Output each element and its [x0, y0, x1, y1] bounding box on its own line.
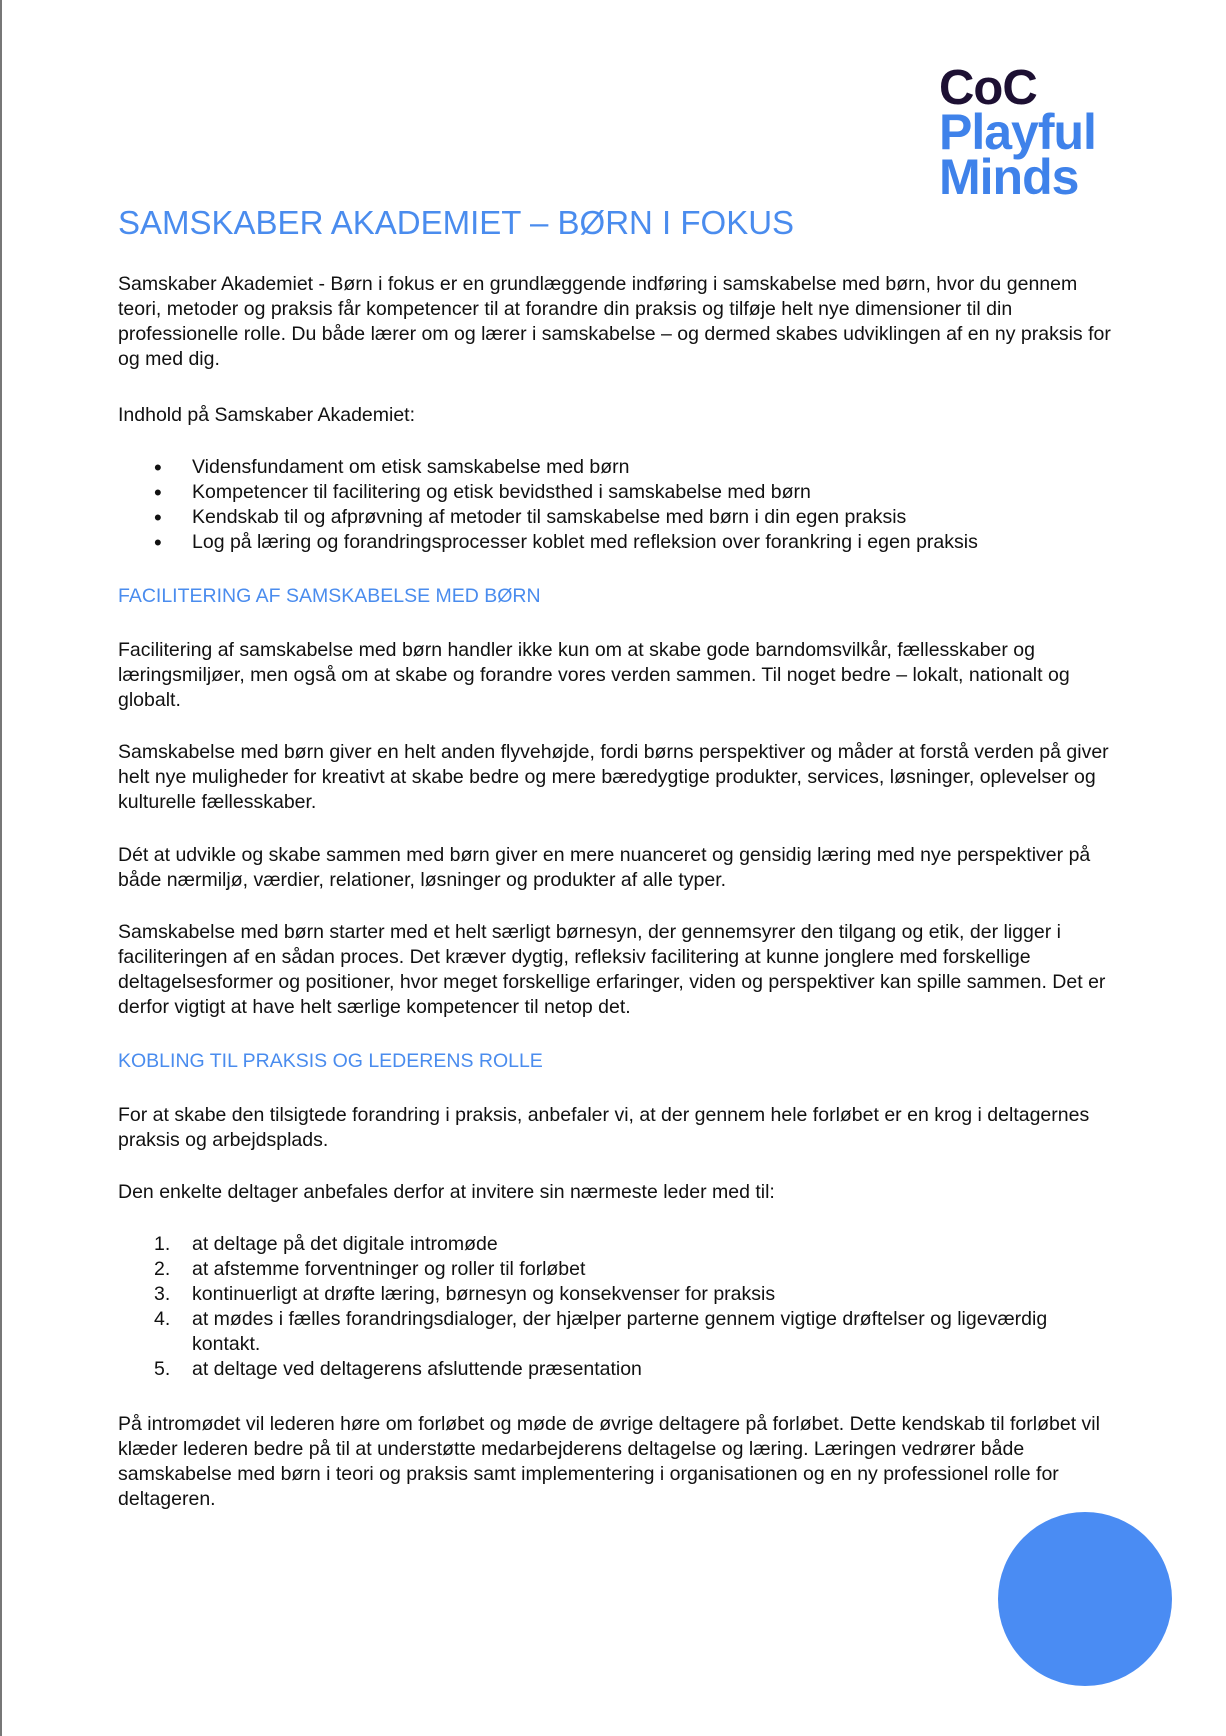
- paragraph-text: For at skabe den tilsigtede forandring i praksis, anbefaler vi, at der gennem hele forløbet er en krog i deltagernes praksis og arbejdsplads.: [118, 1104, 1090, 1151]
- decorative-blue-circle: [998, 1512, 1172, 1686]
- page-title: SAMSKABER AKADEMIET – BØRN I FOKUS: [118, 204, 795, 241]
- list-item-number: 3.: [154, 1283, 171, 1305]
- list-item: [118, 1357, 1118, 1382]
- intro-text: Samskaber Akademiet - Børn i fokus er en grundlæggende indføring i samskabelse med børn, hvor du gennem teori, metoder og praksis får kompetencer til at forandre din praksis og tilføje helt nye dimensioner til din professionelle rolle. Du både lærer om og lærer i samskabelse – og dermed skabes udviklingen af en ny praksis for og med dig.: [118, 273, 1111, 370]
- paragraph-text: På intromødet vil lederen høre om forløbet og møde de øvrige deltagere på forløbet. Dette kendskab til forløbet vil klæder lederen bedre på til at understøtte medarbejderens deltagelse og læring. Læringen vedrører både samskabelse med børn i teori og praksis samt implementering i organisationen og en ny professionel rolle for deltageren.: [118, 1413, 1100, 1510]
- list-item: [118, 1232, 1118, 1257]
- paragraph-text: Dét at udvikle og skabe sammen med børn giver en mere nuanceret og gensidig læring med nye perspektiver på både nærmiljø, værdier, relationer, løsninger og produkter af alle typer.: [118, 844, 1091, 891]
- paragraph-text: Samskabelse med børn starter med et helt særligt børnesyn, der gennemsyrer den tilgang og etik, der ligger i faciliteringen af en sådan proces. Det kræver dygtig, refleksiv facilitering at kunne jonglere med forskellige deltagelsesformer og positioner, hvor meget forskellige erfaringer, viden og perspektiver kan spille sammen. Det er derfor vigtigt at have helt særlige kompetencer til netop det.: [118, 921, 1106, 1018]
- paragraph-text: Samskabelse med børn giver en helt anden flyvehøjde, fordi børns perspektiver og måder at forstå verden på giver helt nye muligheder for kreativt at skabe bedre og mere bæredygtige produkter, services, løsninger, oplevelser og kulturelle fællesskaber.: [118, 741, 1109, 813]
- list-item: [118, 505, 1118, 530]
- list-item-number: 1.: [154, 1233, 171, 1255]
- section2-paragraph-3: [118, 1412, 1118, 1512]
- list-item: [118, 530, 1118, 555]
- list-item: [118, 1307, 1118, 1357]
- list-item-text: Kompetencer til facilitering og etisk bevidsthed i samskabelse med børn: [192, 481, 811, 503]
- list-item-text: Kendskab til og afprøvning af metoder til samskabelse med børn i din egen praksis: [192, 506, 907, 528]
- contents-heading: [118, 403, 1118, 428]
- section1-paragraph-4: [118, 920, 1118, 1020]
- section1-paragraph-2: [118, 740, 1118, 815]
- page-edge: [0, 0, 2, 1736]
- section-heading-kobling: KOBLING TIL PRAKSIS OG LEDERENS ROLLE: [118, 1050, 543, 1072]
- section2-paragraph-1: [118, 1103, 1118, 1153]
- list-item-text: at deltage på det digitale intromøde: [192, 1233, 498, 1255]
- intro-paragraph: [118, 272, 1118, 372]
- list-item-text: at mødes i fælles forandringsdialoger, der hjælper parterne gennem vigtige drøftelser og ligeværdig kontakt.: [192, 1308, 1048, 1355]
- list-item-text: kontinuerligt at drøfte læring, børnesyn og konsekvenser for praksis: [192, 1283, 776, 1305]
- list-item-text: Vidensfundament om etisk samskabelse med børn: [192, 456, 630, 478]
- logo-line-coc: CoC: [939, 61, 1037, 115]
- section1-paragraph-1: [118, 638, 1118, 713]
- list-item-text: at deltage ved deltagerens afsluttende præsentation: [192, 1358, 642, 1380]
- contents-heading-text: Indhold på Samskaber Akademiet:: [118, 404, 416, 426]
- paragraph-text: Den enkelte deltager anbefales derfor at invitere sin nærmeste leder med til:: [118, 1181, 775, 1203]
- section2-paragraph-2: [118, 1180, 1118, 1205]
- leader-steps-list: [118, 1232, 1118, 1382]
- list-item: [118, 1282, 1118, 1307]
- contents-list: [118, 455, 1118, 555]
- paragraph-text: Facilitering af samskabelse med børn handler ikke kun om at skabe gode barndomsvilkår, fællesskaber og læringsmiljøer, men også om at skabe og forandre vores verden sammen. Til noget bedre – lokalt, nationalt og globalt.: [118, 639, 1070, 711]
- section-heading-facilitering: FACILITERING AF SAMSKABELSE MED BØRN: [118, 585, 541, 607]
- section1-paragraph-3: [118, 843, 1118, 893]
- list-item-number: 5.: [154, 1358, 171, 1380]
- list-item: [118, 1257, 1118, 1282]
- logo-line-minds: Minds: [939, 149, 1079, 205]
- list-item: [118, 455, 1118, 480]
- coc-playful-minds-logo: [939, 61, 1119, 205]
- logo-line-playful: Playful: [939, 104, 1096, 160]
- list-item-number: 2.: [154, 1258, 171, 1280]
- list-item: [118, 480, 1118, 505]
- list-item-number: 4.: [154, 1308, 171, 1330]
- list-item-text: Log på læring og forandringsprocesser koblet med refleksion over forankring i egen praksis: [192, 531, 978, 553]
- list-item-text: at afstemme forventninger og roller til forløbet: [192, 1258, 586, 1280]
